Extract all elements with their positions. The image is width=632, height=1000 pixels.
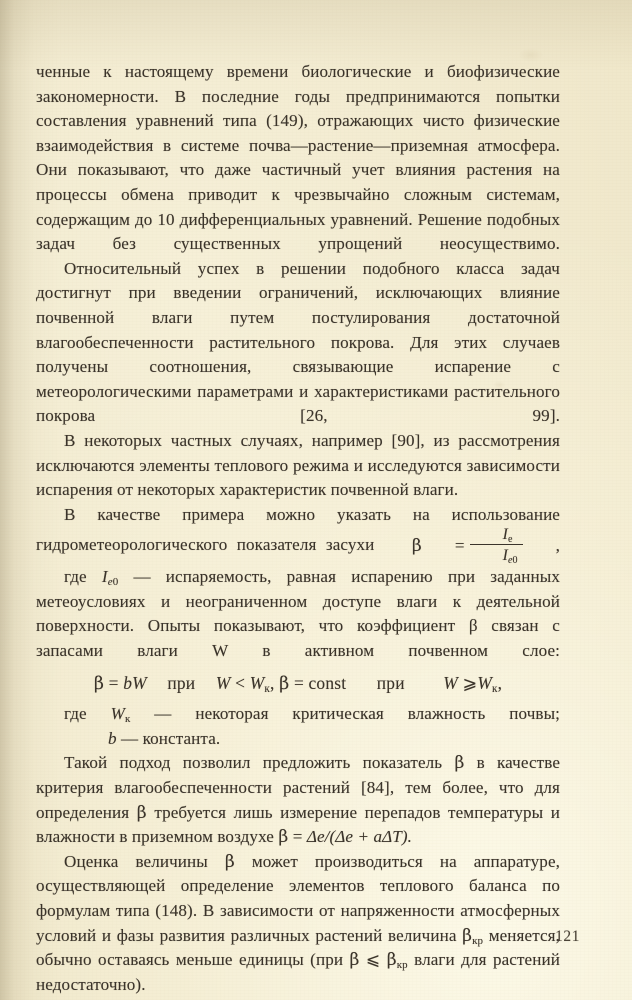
paragraph-7-part-1: Такой подход позволил предложить показатель bbox=[64, 753, 443, 773]
constant-b-description: — константа. bbox=[121, 728, 221, 748]
paragraph-8-part-3: меняется, обычно оставаясь меньше единицы (при bbox=[36, 925, 560, 970]
paragraph-7-formula-equals: = bbox=[292, 827, 303, 847]
eq-relation-less: < bbox=[235, 672, 246, 693]
paragraph-2: Относительный успех в решении подобного класса задач достигнут при введении ограничений, исключающих влияние почвенной влаги путем постулирования достаточной влагообеспеченности растительного покрова. Для этих случаев получены соотношения, связывающие испарение с метеорологическими параметрами и характеристиками растительного покрова [26, 99]. bbox=[36, 258, 560, 426]
critical-moisture-subscript: к bbox=[124, 713, 131, 726]
paragraph-8-beta-kr-2: β bbox=[386, 950, 397, 971]
numerator-subscript: e bbox=[507, 534, 513, 546]
evaporability-subscript: e0 bbox=[107, 576, 119, 589]
paragraph-7-beta-1: β bbox=[454, 753, 465, 774]
eq-moisture-W-1: W bbox=[132, 672, 147, 693]
eq-word-pri-1: при bbox=[167, 672, 196, 693]
paragraph-7 bbox=[36, 751, 560, 849]
paragraph-5-body: — испаряемость, равная испарению при заданных метеоусловиях и неограниченном доступе влаги к деятельной поверхности. Опыты показывают, что коэффициент β связан с запасами влаги W в активном почвенном слое: bbox=[36, 567, 561, 661]
constant-b-symbol: b bbox=[108, 728, 117, 748]
where-keyword: где bbox=[64, 567, 87, 587]
paragraph-6-definition bbox=[36, 702, 560, 727]
paragraph-8-part-4: влаги для растений недостаточно). bbox=[36, 950, 560, 994]
eq-beta-2: β bbox=[279, 673, 290, 694]
drought-index-formula bbox=[384, 527, 560, 565]
eq-critical-W-2-subscript: к bbox=[492, 682, 498, 695]
paragraph-8-beta-1: β bbox=[224, 851, 235, 872]
formula-denominator bbox=[470, 545, 523, 567]
denominator-symbol: I bbox=[502, 547, 508, 565]
eq-cond-W-1: W bbox=[215, 672, 231, 693]
page-number: 121 bbox=[555, 928, 580, 945]
evaporability-symbol: I bbox=[101, 567, 108, 587]
paragraph-4-line-1: В качестве примера можно указать на использование bbox=[64, 504, 560, 524]
paragraph-8-beta-kr-1: β bbox=[462, 925, 473, 946]
eq-critical-W-2: W bbox=[477, 672, 492, 693]
paragraph-7-beta-2: β bbox=[136, 802, 147, 823]
paragraph-7-part-2: в качестве критерия влагообеспеченности растений [84], тем более, что для определения bbox=[36, 753, 560, 822]
eq-word-pri-2: при bbox=[376, 672, 405, 693]
eq-const: const bbox=[308, 672, 347, 693]
paragraph-8-beta-2: β bbox=[349, 950, 360, 971]
paragraph-8-part-2: может производиться на аппаратуре, осуществляющей определение элементов теплового баланса по формулам типа (148). В зависимости от напряженности атмосферных условий и фазы развития различных растений величина bbox=[36, 851, 561, 945]
critical-moisture-symbol: W bbox=[110, 704, 125, 724]
displayed-equation-beta-bW bbox=[36, 671, 560, 697]
eq-relation-geq: ⩾ bbox=[462, 672, 478, 693]
formula-numerator bbox=[470, 526, 523, 545]
paragraph-4-line-2-lead: гидрометеорологического показателя засухи bbox=[36, 535, 375, 555]
eq-comma: , bbox=[269, 672, 275, 693]
page-text-column bbox=[36, 60, 560, 997]
paragraph-7-formula-beta: β bbox=[278, 827, 289, 848]
denominator-subscript: e0 bbox=[507, 555, 518, 567]
numerator-symbol: I bbox=[502, 526, 508, 544]
paragraph-6-body: — некоторая критическая влажность почвы; bbox=[154, 704, 561, 724]
paragraph-7-formula-rhs: Δe/(Δe + aΔT). bbox=[306, 827, 413, 847]
paragraph-8 bbox=[36, 850, 560, 998]
paragraph-4-with-formula bbox=[36, 503, 560, 566]
paragraph-8-beta-kr-1-subscript: кр bbox=[472, 934, 484, 947]
formula-fraction bbox=[470, 526, 523, 567]
eq-cond-W-2: W bbox=[443, 672, 458, 693]
paragraph-8-part-1: Оценка величины bbox=[64, 851, 208, 871]
formula-beta-symbol: β bbox=[411, 535, 422, 556]
paragraph-6-sub-definition bbox=[36, 727, 560, 752]
eq-coefficient-b: b bbox=[123, 672, 133, 693]
paragraph-8-relation: ⩽ bbox=[365, 950, 381, 970]
formula-trailing-comma: , bbox=[555, 535, 561, 555]
paragraph-3: В некоторых частных случаях, например [90], из рассмотрения исключаются элементы теплового режима и исследуются зависимости испарения от некоторых характеристик почвенной влаги. bbox=[36, 430, 560, 500]
paragraph-5-definition bbox=[36, 565, 560, 663]
eq-trailing-comma: , bbox=[497, 672, 503, 693]
paragraph-1: ченные к настоящему времени биологические и биофизические закономерности. В последние годы предпринимаются попытки составления уравнений типа (149), отражающих чисто физические взаимодействия в системе почва—растение—приземная атмосфера. Они показывают, что даже частичный учет влияния растения на процессы обмена приводит к чрезвычайно сложным системам, содержащим до 10 дифференциальных уравнений. Решение подобных задач без существенных упрощений неосуществимо. bbox=[36, 62, 560, 254]
paragraph-8-beta-kr-2-subscript: кр bbox=[396, 959, 408, 972]
where-keyword-2: где bbox=[64, 704, 87, 724]
eq-equals-1: = bbox=[108, 672, 119, 693]
eq-beta-1: β bbox=[93, 673, 105, 694]
paragraph-7-part-3: требуется лишь измерение перепадов температуры и влажности в приземном воздухе bbox=[36, 802, 561, 847]
eq-equals-2: = bbox=[293, 672, 304, 693]
eq-critical-W-1-subscript: к bbox=[264, 682, 270, 695]
eq-critical-W-1: W bbox=[249, 672, 265, 693]
formula-equals: = bbox=[454, 535, 465, 555]
